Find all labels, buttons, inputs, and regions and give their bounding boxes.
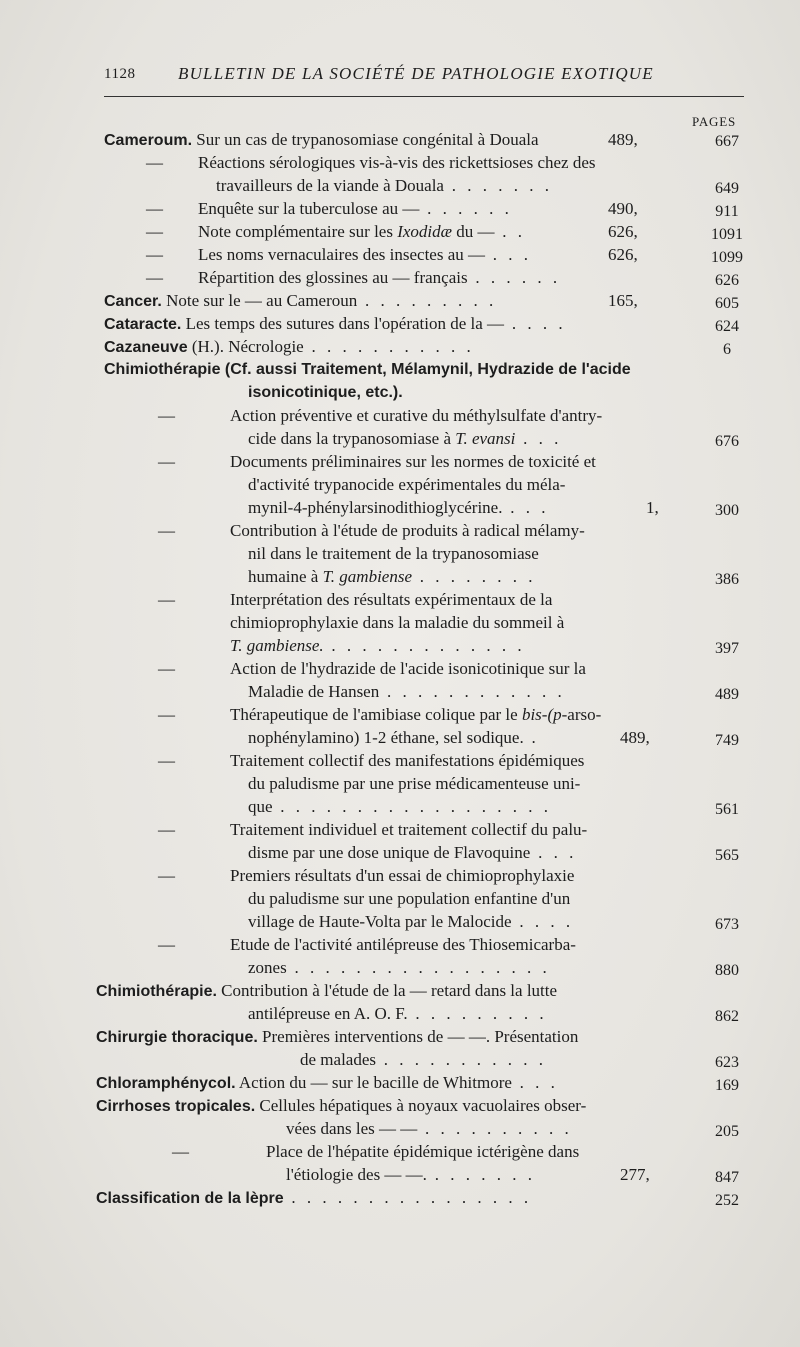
entry-text: humaine à (248, 567, 323, 586)
entry-text: zones (248, 958, 287, 977)
entry-page: 205 (715, 1123, 739, 1140)
entry-ref: 489, (620, 728, 650, 747)
entry-text: Sur un cas de trypanosomiase congénital à Douala (192, 130, 539, 149)
leader-dots: . . . (530, 843, 577, 862)
entry-text: Etude de l'activité antilépreuse des Thiosemicarba- (230, 935, 576, 954)
entry-page: 862 (715, 1008, 739, 1025)
index-entry (96, 1095, 586, 1118)
index-entry (248, 681, 565, 703)
leader-dots: . . . (511, 1073, 559, 1092)
entry-heading: Chimiothérapie (Cf. aussi Traitement, Mélamynil, Hydrazide de l'acide (104, 361, 631, 378)
entry-text: village de Haute-Volta par le Malocide (248, 912, 512, 931)
entry-page: 1099 (711, 249, 743, 266)
entry-heading: Chloramphénycol. (96, 1075, 236, 1092)
leader-dots: . . . . . . . (426, 1165, 536, 1184)
entry-text: de malades (300, 1050, 376, 1069)
index-entry (198, 198, 512, 220)
leader-dots: . . . . (511, 912, 574, 931)
index-entry (248, 796, 552, 818)
entry-heading: Chimiothérapie. (96, 983, 217, 1000)
leader-dots: . . . . . . . . . . (417, 1119, 573, 1138)
entry-text: l'étiologie des — —. (286, 1165, 427, 1184)
pages-column-label: PAGES (692, 114, 736, 129)
dash: — (146, 222, 163, 241)
entry-text: Premières interventions de — —. Présentation (257, 1027, 579, 1046)
dash: — (172, 1142, 189, 1161)
index-entry (198, 244, 532, 266)
entry-text: du paludisme par une prise médicamenteuse uni- (248, 774, 581, 793)
entry-text: Contribution à l'étude de produits à radical mélamy- (230, 521, 585, 540)
entry-page: 880 (715, 962, 739, 979)
index-entry (96, 1026, 578, 1049)
leader-dots: . . . . . . (467, 268, 561, 287)
entry-page: 1091 (711, 226, 743, 243)
index-entry (198, 221, 526, 243)
dash: — (158, 705, 175, 724)
entry-text: Les temps des sutures dans l'opération de la — (181, 314, 505, 333)
index-entry (104, 290, 497, 313)
entry-page: 624 (715, 318, 739, 335)
entry-text: travailleurs de la viande à Douala (216, 176, 444, 195)
entry-text: Action de l'hydrazide de l'acide isonicotinique sur la (230, 659, 586, 678)
entry-text: que (248, 797, 273, 816)
entry-text: du — (452, 222, 495, 241)
index-entry (300, 1049, 547, 1071)
entry-heading: Cancer. (104, 293, 162, 310)
index-entry (248, 566, 536, 588)
entry-page: 749 (715, 732, 739, 749)
entry-text: Répartition des glossines au — français (198, 268, 468, 287)
entry-page: 649 (715, 180, 739, 197)
dash: — (146, 199, 163, 218)
entry-page: 847 (715, 1169, 739, 1186)
entry-ref: 626, (608, 222, 638, 241)
leader-dots: . . . . . . (419, 199, 513, 218)
entry-page: 169 (715, 1077, 739, 1094)
entry-page: 397 (715, 640, 739, 657)
index-entry (96, 1187, 532, 1210)
dash: — (158, 820, 175, 839)
entry-page: 252 (715, 1192, 739, 1209)
dash: — (158, 751, 175, 770)
entry-text: Thérapeutique de l'amibiase colique par le (230, 705, 522, 724)
entry-text: Note sur le — au Cameroun (161, 291, 358, 310)
index-entry (96, 1072, 558, 1095)
entry-text: antilépreuse en A. O. F. (248, 1004, 408, 1023)
leader-dots: . . (494, 222, 526, 241)
index-entry (198, 267, 561, 289)
entry-text: vées dans les — — (286, 1119, 418, 1138)
index-entry (248, 727, 539, 749)
entry-text: Place de l'hépatite épidémique ictérigène dans (266, 1142, 580, 1161)
leader-dots: . . . . . . . . . (357, 291, 497, 310)
leader-dots: . . . . . . . . (412, 567, 536, 586)
index-entry (216, 175, 552, 197)
index-entry (230, 635, 525, 657)
entry-italic: T. gambiense (322, 567, 412, 586)
entry-page: 673 (715, 916, 739, 933)
entry-page: 6 (723, 341, 731, 358)
leader-dots: . . . . . . . . . . . . . . . . . (286, 958, 551, 977)
index-entry (248, 428, 562, 450)
running-title: BULLETIN DE LA SOCIÉTÉ DE PATHOLOGIE EXOTIQUE (178, 64, 654, 83)
leader-dots: . . . . (504, 314, 567, 333)
entry-page: 386 (715, 571, 739, 588)
entry-text: disme par une dose unique de Flavoquine (248, 843, 531, 862)
entry-page: 911 (715, 203, 739, 220)
dash: — (158, 659, 175, 678)
entry-text: Les noms vernaculaires des insectes au — (198, 245, 486, 264)
index-entry (248, 911, 574, 933)
entry-page: 300 (715, 502, 739, 519)
leader-dots: . . . (502, 498, 549, 517)
entry-heading: Chirurgie thoracique. (96, 1029, 258, 1046)
entry-heading: Cazaneuve (104, 339, 188, 356)
index-entry (104, 313, 566, 336)
entry-ref: 277, (620, 1165, 650, 1184)
index-entry (96, 980, 557, 1003)
entry-italic: bis-(p- (521, 705, 568, 724)
entry-ref: 165, (608, 291, 638, 310)
leader-dots: . . . . . . . . . . . . . . . . . . (272, 797, 552, 816)
entry-text: Cellules hépatiques à noyaux vacuolaires obser- (255, 1096, 587, 1115)
leader-dots: . . . . . . . . . . . (376, 1050, 547, 1069)
dash: — (158, 590, 175, 609)
dash: — (146, 153, 163, 172)
entry-text: Maladie de Hansen (248, 682, 380, 701)
entry-page: 676 (715, 433, 739, 450)
entry-page: 489 (715, 686, 739, 703)
entry-text: Réactions sérologiques vis-à-vis des rickettsioses chez des (198, 153, 596, 172)
entry-heading: isonicotinique, etc.). (248, 384, 403, 401)
entry-heading: Cameroum. (104, 132, 193, 149)
entry-heading: Classification de la lèpre (96, 1190, 284, 1207)
entry-text: arso- (567, 705, 602, 724)
page-number: 1128 (104, 66, 136, 82)
entry-italic: T. evansi (455, 429, 516, 448)
dash: — (158, 866, 175, 885)
leader-dots: . . . . . . . . . (407, 1004, 548, 1023)
entry-page: 667 (715, 133, 739, 150)
entry-heading: Cirrhoses tropicales. (96, 1098, 256, 1115)
entry-text: cide dans la trypanosomiase à (248, 429, 456, 448)
index-entry (248, 957, 550, 979)
dash: — (158, 406, 175, 425)
entry-text: d'activité trypanocide expérimentales du méla- (248, 475, 566, 494)
index-entry (248, 497, 549, 519)
dash: — (146, 245, 163, 264)
entry-text: nil dans le traitement de la trypanosomiase (248, 544, 539, 563)
entry-text: Contribution à l'étude de la — retard dans la lutte (216, 981, 558, 1000)
entry-heading: Cataracte. (104, 316, 182, 333)
entry-text: Interprétation des résultats expérimentaux de la (230, 590, 553, 609)
entry-page: 561 (715, 801, 739, 818)
entry-text: nophénylamino) 1-2 éthane, sel sodique. (248, 728, 524, 747)
index-entry (248, 842, 577, 864)
index-entry (248, 1003, 547, 1025)
leader-dots: . . . (515, 429, 562, 448)
leader-dots: . . . . . . . . . . . (303, 337, 475, 356)
dash: — (158, 521, 175, 540)
entry-text: chimioprophylaxie dans la maladie du sommeil à (230, 613, 565, 632)
entry-italic: Ixodidæ (397, 222, 452, 241)
leader-dots: . . . . . . . (443, 176, 553, 195)
entry-page: 623 (715, 1054, 739, 1071)
leader-dots: . . . . . . . . . . . . (379, 682, 566, 701)
entry-ref: 626, (608, 245, 638, 264)
entry-text: Documents préliminaires sur les normes de toxicité et (230, 452, 596, 471)
entry-page: 605 (715, 295, 739, 312)
dash: — (146, 268, 163, 287)
entry-text: mynil-4-phénylarsinodithioglycérine. (248, 498, 503, 517)
index-entry (286, 1118, 572, 1140)
entry-ref: 1, (646, 498, 659, 517)
entry-text: Note complémentaire sur les (198, 222, 398, 241)
entry-text: Action du — sur le bacille de Whitmore (235, 1073, 512, 1092)
dash: — (158, 452, 175, 471)
entry-text: Traitement individuel et traitement collectif du palu- (230, 820, 588, 839)
leader-dots: . (523, 728, 540, 747)
entry-page: 626 (715, 272, 739, 289)
entry-ref: 489, (608, 130, 638, 149)
leader-dots: . . . . . . . . . . . . . (323, 636, 526, 655)
index-entry (286, 1164, 535, 1186)
index-entry (230, 704, 601, 726)
leader-dots: . . . . . . . . . . . . . . . . (283, 1188, 532, 1207)
entry-ref: 490, (608, 199, 638, 218)
leader-dots: . . . (485, 245, 532, 264)
entry-text: du paludisme sur une population enfantine d'un (248, 889, 571, 908)
index-entry (104, 336, 474, 359)
entry-text: (H.). Nécrologie (187, 337, 304, 356)
entry-text: Enquête sur la tuberculose au — (198, 199, 420, 218)
entry-text: Premiers résultats d'un essai de chimioprophylaxie (230, 866, 575, 885)
entry-italic: T. gambiense. (230, 636, 324, 655)
index-entry (104, 129, 539, 152)
entry-text: Action préventive et curative du méthylsulfate d'antry- (230, 406, 603, 425)
dash: — (158, 935, 175, 954)
entry-page: 565 (715, 847, 739, 864)
header-rule (104, 96, 744, 97)
entry-text: Traitement collectif des manifestations épidémiques (230, 751, 585, 770)
